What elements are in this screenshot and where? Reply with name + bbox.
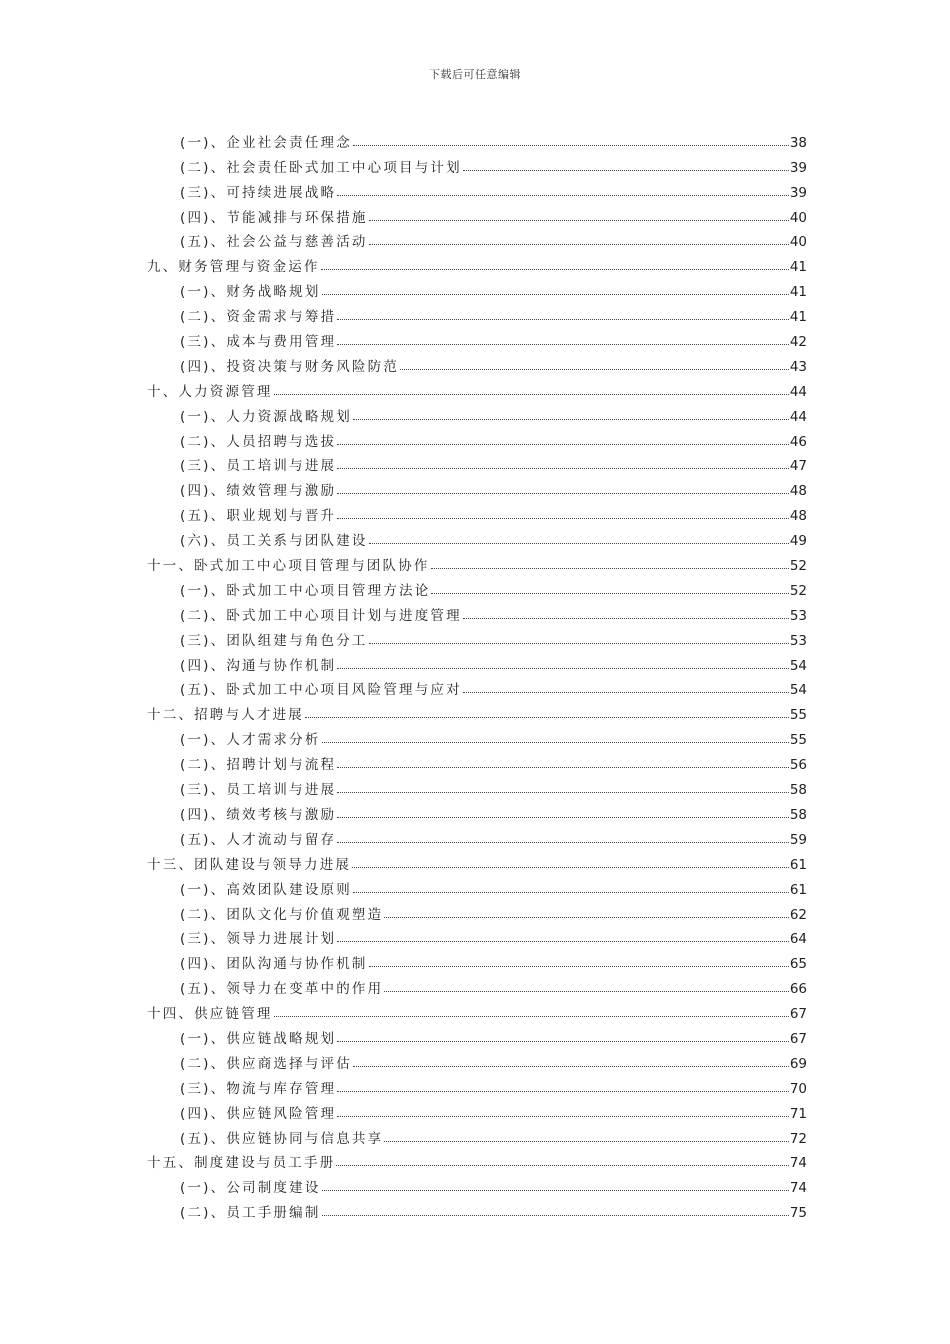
toc-page-number: 61: [789, 881, 807, 898]
toc-page-number: 39: [789, 184, 807, 201]
toc-entry-title: 十三、团队建设与领导力进展: [147, 856, 352, 873]
toc-page-number: 53: [789, 607, 807, 624]
toc-page-number: 65: [789, 956, 807, 973]
toc-dot-leader: [274, 1016, 789, 1017]
toc-dot-leader: [337, 468, 789, 469]
toc-dot-leader: [463, 692, 789, 693]
toc-section-entry[interactable]: [147, 823, 807, 848]
toc-dot-leader: [337, 444, 789, 445]
toc-section-entry[interactable]: [147, 1047, 807, 1072]
toc-entry-title: 十二、招聘与人才进展: [147, 707, 304, 724]
toc-page-number: 52: [789, 558, 807, 575]
toc-page-number: 55: [789, 707, 807, 724]
toc-section-entry[interactable]: [147, 400, 807, 425]
toc-page-number: 75: [789, 1205, 807, 1222]
toc-page-number: 74: [789, 1155, 807, 1172]
toc-entry-title: (五)、供应链协同与信息共享: [180, 1130, 384, 1147]
toc-entry-title: (一)、企业社会责任理念: [180, 134, 352, 151]
toc-entry-title: (二)、人员招聘与选拔: [180, 433, 337, 450]
toc-chapter-entry[interactable]: [147, 1147, 807, 1172]
toc-page-number: 62: [789, 906, 807, 923]
toc-dot-leader: [400, 369, 789, 370]
toc-section-entry[interactable]: [147, 499, 807, 524]
toc-page-number: 53: [789, 632, 807, 649]
toc-section-entry[interactable]: [147, 201, 807, 226]
toc-entry-title: (四)、沟通与协作机制: [180, 657, 337, 674]
toc-chapter-entry[interactable]: [147, 250, 807, 275]
toc-entry-title: (四)、绩效管理与激励: [180, 483, 337, 500]
toc-dot-leader: [337, 767, 789, 768]
toc-dot-leader: [352, 867, 789, 868]
toc-entry-title: (一)、卧式加工中心项目管理方法论: [180, 582, 431, 599]
toc-entry-title: (一)、人力资源战略规划: [180, 408, 352, 425]
toc-section-entry[interactable]: [147, 275, 807, 300]
toc-entry-title: (三)、成本与费用管理: [180, 334, 337, 351]
toc-section-entry[interactable]: [147, 798, 807, 823]
toc-dot-leader: [337, 792, 789, 793]
toc-entry-title: (一)、财务战略规划: [180, 284, 321, 301]
toc-page-number: 67: [789, 1006, 807, 1023]
toc-entry-title: (三)、物流与库存管理: [180, 1080, 337, 1097]
toc-entry-title: (一)、公司制度建设: [180, 1180, 321, 1197]
toc-dot-leader: [321, 269, 789, 270]
page-header: 下载后可任意编辑: [429, 68, 521, 81]
toc-section-entry[interactable]: [147, 1072, 807, 1097]
toc-page-number: 40: [789, 209, 807, 226]
toc-section-entry[interactable]: [147, 350, 807, 375]
toc-dot-leader: [369, 244, 789, 245]
toc-page-number: 56: [789, 757, 807, 774]
toc-page-number: 61: [789, 856, 807, 873]
toc-dot-leader: [322, 742, 789, 743]
toc-page-number: 43: [789, 358, 807, 375]
toc-dot-leader: [337, 195, 789, 196]
toc-entry-title: (三)、领导力进展计划: [180, 931, 337, 948]
toc-dot-leader: [353, 419, 789, 420]
toc-dot-leader: [322, 1190, 789, 1191]
toc-dot-leader: [337, 493, 789, 494]
toc-section-entry[interactable]: [147, 1022, 807, 1047]
toc-section-entry[interactable]: [147, 748, 807, 773]
toc-page-number: 54: [789, 682, 807, 699]
toc-page-number: 52: [789, 582, 807, 599]
toc-page-number: 74: [789, 1180, 807, 1197]
toc-section-entry[interactable]: [147, 226, 807, 251]
toc-section-entry[interactable]: [147, 325, 807, 350]
toc-entry-title: (二)、团队文化与价值观塑造: [180, 906, 384, 923]
toc-chapter-entry[interactable]: [147, 698, 807, 723]
toc-page-number: 39: [789, 159, 807, 176]
toc-section-entry[interactable]: [147, 474, 807, 499]
toc-entry-title: 十四、供应链管理: [147, 1006, 273, 1023]
toc-dot-leader: [337, 842, 789, 843]
toc-dot-leader: [353, 145, 789, 146]
toc-entry-title: (二)、招聘计划与流程: [180, 757, 337, 774]
toc-dot-leader: [384, 917, 788, 918]
toc-section-entry[interactable]: [147, 873, 807, 898]
toc-page-number: 71: [789, 1105, 807, 1122]
toc-section-entry[interactable]: [147, 649, 807, 674]
toc-page-number: 40: [789, 234, 807, 251]
toc-chapter-entry[interactable]: [147, 848, 807, 873]
table-of-contents: [147, 126, 807, 1221]
toc-dot-leader: [337, 319, 789, 320]
toc-entry-title: (二)、员工手册编制: [180, 1205, 321, 1222]
toc-dot-leader: [369, 966, 789, 967]
toc-entry-title: (六)、员工关系与团队建设: [180, 533, 368, 550]
toc-dot-leader: [337, 941, 789, 942]
toc-entry-title: (三)、员工培训与进展: [180, 782, 337, 799]
toc-section-entry[interactable]: [147, 524, 807, 549]
toc-page-number: 55: [789, 732, 807, 749]
toc-page-number: 44: [789, 408, 807, 425]
toc-dot-leader: [369, 220, 789, 221]
toc-entry-title: (四)、节能减排与环保措施: [180, 209, 368, 226]
toc-dot-leader: [337, 1041, 789, 1042]
toc-entry-title: (四)、投资决策与财务风险防范: [180, 358, 400, 375]
toc-page-number: 67: [789, 1030, 807, 1047]
toc-page-number: 66: [789, 981, 807, 998]
toc-page-number: 58: [789, 806, 807, 823]
toc-dot-leader: [353, 892, 789, 893]
toc-page-number: 70: [789, 1080, 807, 1097]
toc-section-entry[interactable]: [147, 126, 807, 151]
toc-page-number: 48: [789, 483, 807, 500]
toc-dot-leader: [336, 1165, 788, 1166]
toc-dot-leader: [337, 1091, 789, 1092]
toc-page-number: 69: [789, 1055, 807, 1072]
toc-page-number: 54: [789, 657, 807, 674]
toc-page-number: 41: [789, 284, 807, 301]
toc-page-number: 41: [789, 259, 807, 276]
toc-dot-leader: [337, 1116, 789, 1117]
toc-dot-leader: [431, 593, 788, 594]
toc-page-number: 41: [789, 309, 807, 326]
toc-section-entry[interactable]: [147, 723, 807, 748]
toc-page-number: 58: [789, 782, 807, 799]
toc-dot-leader: [431, 568, 789, 569]
toc-section-entry[interactable]: [147, 674, 807, 699]
toc-entry-title: (三)、员工培训与进展: [180, 458, 337, 475]
toc-dot-leader: [337, 817, 789, 818]
toc-dot-leader: [322, 1215, 789, 1216]
toc-entry-title: (二)、供应商选择与评估: [180, 1055, 352, 1072]
toc-chapter-entry[interactable]: [147, 375, 807, 400]
toc-entry-title: (四)、团队沟通与协作机制: [180, 956, 368, 973]
toc-entry-title: (三)、可持续进展战略: [180, 184, 337, 201]
toc-chapter-entry[interactable]: [147, 997, 807, 1022]
toc-section-entry[interactable]: [147, 176, 807, 201]
toc-dot-leader: [305, 717, 789, 718]
toc-page-number: 47: [789, 458, 807, 475]
toc-entry-title: (二)、社会责任卧式加工中心项目与计划: [180, 159, 462, 176]
toc-section-entry[interactable]: [147, 1171, 807, 1196]
toc-page-number: 48: [789, 508, 807, 525]
toc-section-entry[interactable]: [147, 574, 807, 599]
toc-section-entry[interactable]: [147, 923, 807, 948]
toc-page-number: 64: [789, 931, 807, 948]
toc-entry-title: (一)、人才需求分析: [180, 732, 321, 749]
toc-dot-leader: [463, 618, 789, 619]
toc-dot-leader: [369, 643, 789, 644]
toc-page-number: 49: [789, 533, 807, 550]
toc-entry-title: (五)、领导力在变革中的作用: [180, 981, 384, 998]
toc-section-entry[interactable]: [147, 425, 807, 450]
toc-page-number: 72: [789, 1130, 807, 1147]
toc-entry-title: (五)、职业规划与晋升: [180, 508, 337, 525]
toc-dot-leader: [322, 294, 789, 295]
toc-entry-title: (五)、卧式加工中心项目风险管理与应对: [180, 682, 462, 699]
toc-section-entry[interactable]: [147, 300, 807, 325]
toc-section-entry[interactable]: [147, 898, 807, 923]
toc-section-entry[interactable]: [147, 624, 807, 649]
toc-dot-leader: [384, 991, 788, 992]
toc-entry-title: (二)、卧式加工中心项目计划与进度管理: [180, 607, 462, 624]
toc-dot-leader: [353, 1066, 789, 1067]
toc-section-entry[interactable]: [147, 1122, 807, 1147]
toc-page-number: 44: [789, 383, 807, 400]
toc-section-entry[interactable]: [147, 1196, 807, 1221]
toc-section-entry[interactable]: [147, 972, 807, 997]
toc-page-number: 59: [789, 831, 807, 848]
toc-entry-title: (三)、团队组建与角色分工: [180, 632, 368, 649]
toc-dot-leader: [337, 344, 789, 345]
toc-entry-title: (一)、高效团队建设原则: [180, 881, 352, 898]
toc-section-entry[interactable]: [147, 773, 807, 798]
toc-entry-title: 九、财务管理与资金运作: [147, 259, 320, 276]
toc-dot-leader: [369, 543, 789, 544]
toc-dot-leader: [463, 170, 789, 171]
toc-entry-title: 十、人力资源管理: [147, 383, 273, 400]
toc-section-entry[interactable]: [147, 450, 807, 475]
toc-entry-title: (五)、人才流动与留存: [180, 831, 337, 848]
toc-section-entry[interactable]: [147, 599, 807, 624]
toc-chapter-entry[interactable]: [147, 549, 807, 574]
toc-page-number: 46: [789, 433, 807, 450]
toc-page-number: 38: [789, 134, 807, 151]
toc-section-entry[interactable]: [147, 151, 807, 176]
toc-entry-title: (一)、供应链战略规划: [180, 1030, 337, 1047]
toc-dot-leader: [337, 668, 789, 669]
toc-section-entry[interactable]: [147, 947, 807, 972]
toc-entry-title: (五)、社会公益与慈善活动: [180, 234, 368, 251]
toc-dot-leader: [274, 394, 789, 395]
toc-entry-title: (四)、绩效考核与激励: [180, 806, 337, 823]
toc-entry-title: (二)、资金需求与筹措: [180, 309, 337, 326]
toc-dot-leader: [384, 1141, 788, 1142]
toc-page-number: 42: [789, 334, 807, 351]
toc-dot-leader: [337, 518, 789, 519]
toc-entry-title: (四)、供应链风险管理: [180, 1105, 337, 1122]
toc-section-entry[interactable]: [147, 1097, 807, 1122]
toc-entry-title: 十一、卧式加工中心项目管理与团队协作: [147, 558, 430, 575]
toc-entry-title: 十五、制度建设与员工手册: [147, 1155, 336, 1172]
